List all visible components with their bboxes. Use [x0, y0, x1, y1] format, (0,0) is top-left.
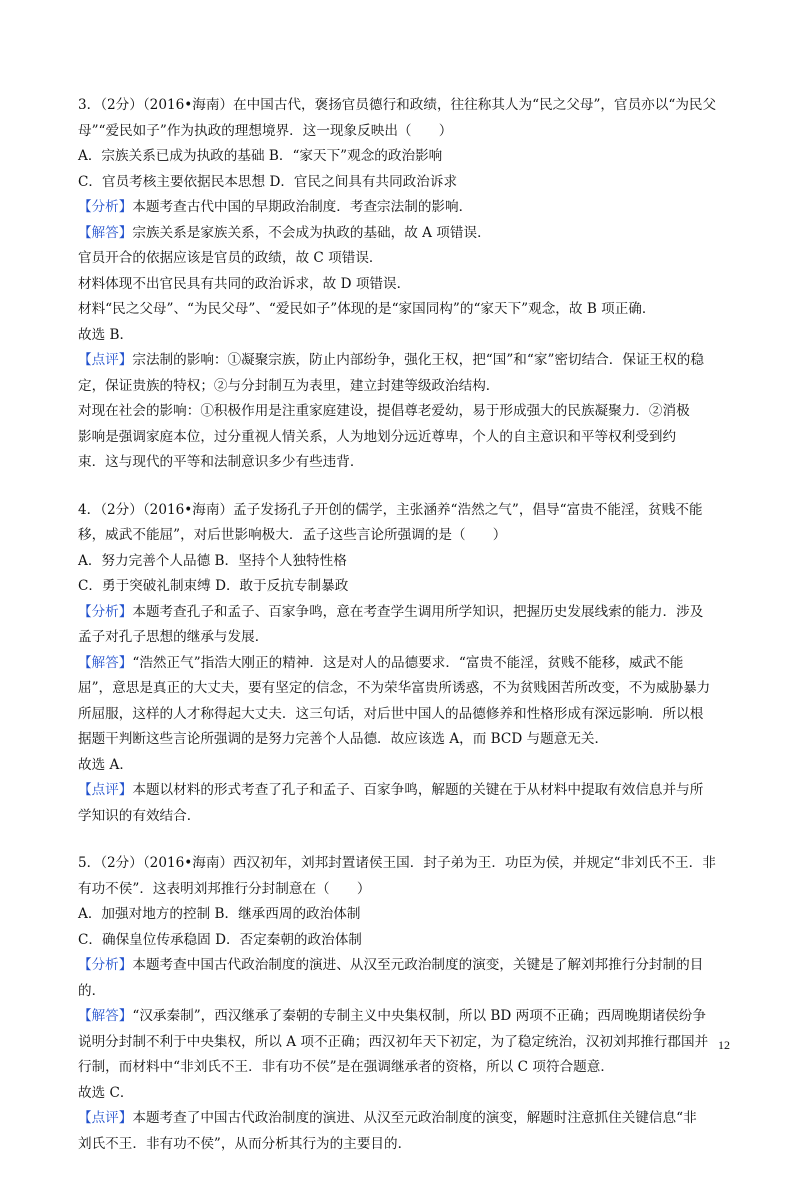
line-text: 宗法制的影响：①凝聚宗族，防止内部纷争，强化王权，把“国”和“家”密切结合．保证王权的稳: [132, 352, 704, 368]
line-text: 4．（2分）（2016•海南）孟子发扬孔子开创的儒学，主张涵养“浩然之气”，倡导“富贵不能淫，贫贱不能: [78, 501, 703, 518]
text-line: [78, 425, 718, 451]
text-line: [78, 1055, 718, 1081]
text-line: [78, 549, 718, 575]
text-line: [78, 600, 718, 626]
line-text: 定，保证贵族的特权；②与分封制互为表里，建立封建等级政治结构．: [78, 377, 500, 394]
line-text: “汉承秦制”，西汉继承了秦朝的专制主义中央集权制，所以 BD 两项不正确；西周晚期诸侯纷争: [132, 1008, 706, 1024]
text-line: [78, 804, 718, 830]
line-text: “浩然正气”指浩大刚正的精神．这是对人的品德要求．“富贵不能淫，贫贱不能移，威武不能: [132, 654, 684, 671]
text-line: [78, 144, 718, 170]
line-text: 本题考查了中国古代政治制度的演进、从汉至元政治制度的演变，解题时注意抓住关键信息“非: [132, 1110, 697, 1126]
text-line: [78, 450, 718, 476]
line-text: 故选 A．: [78, 756, 133, 773]
section-tag: 【点评】: [78, 782, 133, 798]
line-text: 本题考查古代中国的早期政治制度．考查宗法制的影响．: [132, 199, 473, 215]
page-number: 12: [718, 1038, 730, 1052]
line-text: 束．这与现代的平等和法制意识多少有些违背．: [78, 454, 364, 470]
text-line: [78, 727, 718, 753]
line-text: 故选 B．: [78, 326, 134, 343]
section-tag: 【分析】: [78, 603, 133, 620]
line-text: 有功不侯”．这表明刘邦推行分封制意在（ ）: [78, 880, 371, 897]
line-text: 材料“民之父母”、“为民父母”、“爱民如子”体现的是“家国同构”的“家天下”观念，故 B 项正确．: [78, 301, 656, 317]
text-line: [78, 1132, 718, 1158]
line-text: C．确保皇位传承稳固 D．否定秦朝的政治体制: [78, 931, 362, 948]
text-line: [78, 1081, 718, 1107]
line-text: C．官员考核主要依据民本思想 D．官民之间具有共同政治诉求: [78, 173, 458, 190]
line-text: 本题考查孔子和孟子、百家争鸣，意在考查学生调用所学知识，把握历史发展线索的能力．涉及: [132, 603, 704, 620]
text-line: [78, 979, 718, 1005]
section-tag: 【解答】: [78, 1008, 133, 1024]
text-line: [78, 348, 718, 374]
section-tag: 【解答】: [78, 654, 133, 671]
line-text: 学知识的有效结合．: [78, 807, 201, 824]
text-line: [78, 221, 718, 247]
text-line: [78, 1004, 718, 1030]
text-line: [78, 778, 718, 804]
section-tag: 【分析】: [78, 199, 133, 215]
line-text: 影响是强调家庭本位，过分重视人情关系，人为地划分远近尊卑，个人的自主意识和平等权利受到约: [78, 428, 677, 445]
line-text: 宗族关系是家族关系，不会成为执政的基础，故 A 项错误．: [132, 224, 491, 241]
text-line: [78, 753, 718, 779]
text-line: [78, 119, 718, 145]
text-line: [78, 877, 718, 903]
section-tag: 【点评】: [78, 352, 133, 368]
line-text: 刘氏不王．非有功不侯”，从而分析其行为的主要目的．: [78, 1135, 412, 1152]
text-line: [78, 399, 718, 425]
line-text: 行制，而材料中“非刘氏不王．非有功不侯”是在强调继承者的资格，所以 C 项符合题意．: [78, 1059, 614, 1075]
text-line: [78, 498, 718, 524]
text-line: [78, 1030, 718, 1056]
text-line: [78, 374, 718, 400]
text-line: [78, 651, 718, 677]
line-text: 本题以材料的形式考查了孔子和孟子、百家争鸣，解题的关键在于从材料中提取有效信息并与所: [132, 782, 704, 798]
line-text: 故选 C．: [78, 1084, 134, 1101]
text-line: [78, 928, 718, 954]
text-line: [78, 625, 718, 651]
line-text: 说明分封制不利于中央集权，所以 A 项不正确；西汉初年天下初定，为了稳定统治，汉初刘邦推行郡国并: [78, 1033, 709, 1050]
line-text: 孟子对孔子思想的继承与发展．: [78, 629, 269, 645]
text-line: [78, 323, 718, 349]
line-text: 本题考查中国古代政治制度的演进、从汉至元政治制度的演变，关键是了解刘邦推行分封制的目: [132, 957, 704, 973]
line-text: A．加强对地方的控制 B．继承西周的政治体制: [78, 906, 361, 922]
text-line: [78, 953, 718, 979]
text-line: [78, 195, 718, 221]
line-text: 3．（2分）（2016•海南）在中国古代，褒扬官员德行和政绩，往往称其人为“民之父母”，官员亦以“为民父: [78, 97, 717, 113]
question-5: [78, 851, 718, 1157]
text-line: [78, 851, 718, 877]
text-line: [78, 1106, 718, 1132]
text-line: [78, 702, 718, 728]
text-line: [78, 676, 718, 702]
text-line: [78, 170, 718, 196]
text-line: [78, 93, 718, 119]
section-tag: 【解答】: [78, 224, 133, 241]
question-4: [78, 498, 718, 830]
line-text: C．勇于突破礼制束缚 D．敢于反抗专制暴政: [78, 578, 349, 594]
line-text: 材料体现不出官民具有共同的政治诉求，故 D 项错误．: [78, 275, 411, 292]
line-text: A．努力完善个人品德 B．坚持个人独特性格: [78, 552, 347, 569]
line-text: 5．（2分）（2016•海南）西汉初年，刘邦封置诸侯王国．封子弟为王．功臣为侯，并规定“非刘氏不王．非: [78, 855, 716, 871]
text-line: [78, 246, 718, 272]
section-tag: 【分析】: [78, 957, 133, 973]
text-line: [78, 902, 718, 928]
line-text: 所屈服，这样的人才称得起大丈夫．这三句话，对后世中国人的品德修养和性格形成有深远影响．所以根: [78, 705, 704, 722]
question-3: [78, 93, 718, 476]
text-line: [78, 272, 718, 298]
line-text: A．宗族关系已成为执政的基础 B．“家天下”观念的政治影响: [78, 148, 443, 164]
line-text: 屈”，意思是真正的大丈夫，要有坚定的信念，不为荣华富贵所诱惑，不为贫贱困苦所改变，不为威胁暴力: [78, 680, 711, 696]
text-line: [78, 574, 718, 600]
line-text: 据题干判断这些言论所强调的是努力完善个人品德．故应该选 A，而 BCD 与题意无关．: [78, 731, 609, 747]
section-tag: 【点评】: [78, 1110, 133, 1126]
line-text: 的．: [78, 982, 106, 999]
line-text: 母”“爱民如子”作为执政的理想境界．这一现象反映出（ ）: [78, 122, 453, 139]
page-content: [78, 93, 718, 1179]
text-line: [78, 297, 718, 323]
line-text: 移，威武不能屈”，对后世影响极大．孟子这些言论所强调的是（ ）: [78, 527, 507, 543]
line-text: 官员开合的依据应该是官员的政绩，故 C 项错误．: [78, 250, 383, 266]
text-line: [78, 523, 718, 549]
line-text: 对现在社会的影响：①积极作用是注重家庭建设，提倡尊老爱幼，易于形成强大的民族凝聚力．②消极: [78, 403, 690, 419]
